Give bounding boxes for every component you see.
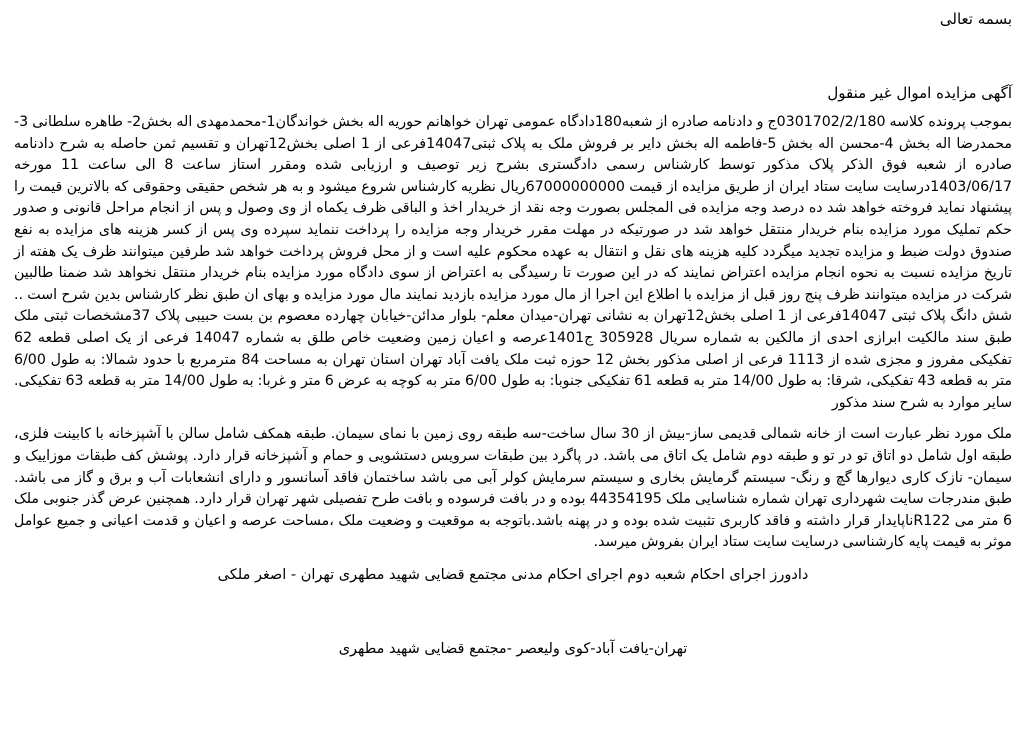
notice-body-paragraph-1: بموجب پرونده کلاسه 0301702/2/180ج و دادنامه صادره از شعبه180دادگاه عمومی تهران خواهانم حوریه اله بخش خواندگان1-محمدمهدی اله بخش2- طاهره سلطانی 3-محمدرضا اله بخش 4-محسن اله بخش 5-فاطمه اله بخش دایر بر فروش ملک به پلاک ثبتی14047فرعی از 1 اصلی بخش12تهران و تقسیم ثمن حاصله به شرح دادنامه صادره از شعبه فوق الذکر پلاک مذکور توسط کارشناس رسمی دادگستری بشرح زیر توصیف و ارزیابی شده ومقرر استاز ساعت 8 الی ساعت 11 مورخه 1403/06/17درسایت سایت ستاد ایران از طریق مزایده از قیمت 67000000000ریال نظریه کارشناس شروع میشود و به هر شخص حقیقی وحقوقی که بالاترین قیمت را پیشنهاد نماید فروخته خواهد شد ده درصد وجه مزایده فی المجلس بصورت وجه نقد از خریدار اخذ و الباقی ظرف یکماه از وی وصول و پس از انجام مراحل قانونی و صدور حکم تملیک مورد مزایده بنام خریدار منتقل خواهد شد در صورتیکه در مهلت مقرر خریدار وجه مزایده را پرداخت ننماید سپرده وی پس از کسر هزینه های مزایده به نفع صندوق دولت ضبط و مزایده تجدید میگردد کلیه هزینه های نقل و انتقال به عهده محکوم علیه است و از محل فروش پرداخت خواهد شد طرفین میتوانند ظرف یک هفته از تاریخ مزایده نسبت به نحوه انجام مزایده اعتراض نمایند که در این صورت تا رسیدگی به اعتراض از سوی دادگاه مورد مزایده بنام خریدار منتقل نخواهد شد ضمنا طالبین شرکت در مزایده میتوانند ظرف پنج روز قبل از مزایده با اطلاع این اجرا از مال مورد مزایده بازدید نمایند مال مورد مزایده و بهای ان طبق نظر کارشناس بدین شرح است .. شش دانگ پلاک ثبتی 14047فرعی از 1 اصلی بخش12تهران به نشانی تهران-میدان معلم- بلوار مدائن-خیابان چهارده معصوم بن بست حبیبی پلاک 37مشخصات ثبتی ملک طبق سند مالکیت ابرازی احدی از مالکین به شماره سریال 305928 ج1401عرصه و اعیان زمین وضعیت خاص طلق به شماره 14047 فرعی از یک اصلی قطعه 62 تفکیکی مفروز و مجزی شده از 1113 فرعی از اصلی مذکور بخش 12 حوزه ثبت ملک یافت آباد تهران استان تهران به مساحت 84 مترمربع با حدود شمالا: به طول 6/00 متر به قطعه 43 تفکیکی، شرقا: به طول 14/00 متر به قطعه 61 تفکیکی جنوبا: به طول 6/00 متر به کوچه به عرض 6 متر و غربا: به طول 14/00 متر به قطعه 63 تفکیکی. سایر موارد به شرح سند مذکور [14,114,1013,411]
document-title: بسمه تعالی [939,10,1012,28]
signature-line: دادورز اجرای احکام شعبه دوم اجرای احکام مدنی مجتمع قضایی شهید مطهری تهران - اصغر ملکی [217,566,809,583]
address-line: تهران-یافت آباد-کوی ولیعصر -مجتمع قضایی شهید مطهری [338,640,688,657]
notice-heading: آگهی مزایده اموال غیر منقول [827,84,1012,102]
notice-body-paragraph-2: ملک مورد نظر عبارت است از خانه شمالی قدیمی ساز-بیش از 30 سال ساخت-سه طبقه روی زمین با نمای سیمان. طبقه همکف شامل سالن با آشپزخانه با کابینت فلزی، طبقه اول شامل دو اتاق تو در تو و طبقه دوم شامل یک اتاق می باشد. در پاگرد بین طبقات سرویس دستشویی و حمام و آشپزخانه قرار دارد. پوشش کف طبقات موزاییک و سیمان- نازک کاری دیوارها گچ و رنگ- سیستم گرمایش بخاری و سیستم سرمایش کولر آبی می باشد ساختمان فاقد آسانسور و دارای انشعابات آب و برق و گاز می باشد. طبق مندرجات سایت شهرداری تهران شماره شناسایی ملک 44354195 بوده و در بافت فرسوده و بافت طرح تفصیلی شهر تهران قرار دارد. همچنین عرض گذر جنوبی ملک 6 متر می R122ناپایدار قرار داشته و فاقد کاربری تثبیت شده بوده و در پهنه باشد.باتوجه به موقعیت و وضعیت ملک ،مساحت عرصه و اعیان و قدمت اعیانی و جمیع عوامل موثر به قیمت پایه کارشناسی درسایت سایت ستاد ایران بفروش میرسد. [14,426,1012,551]
